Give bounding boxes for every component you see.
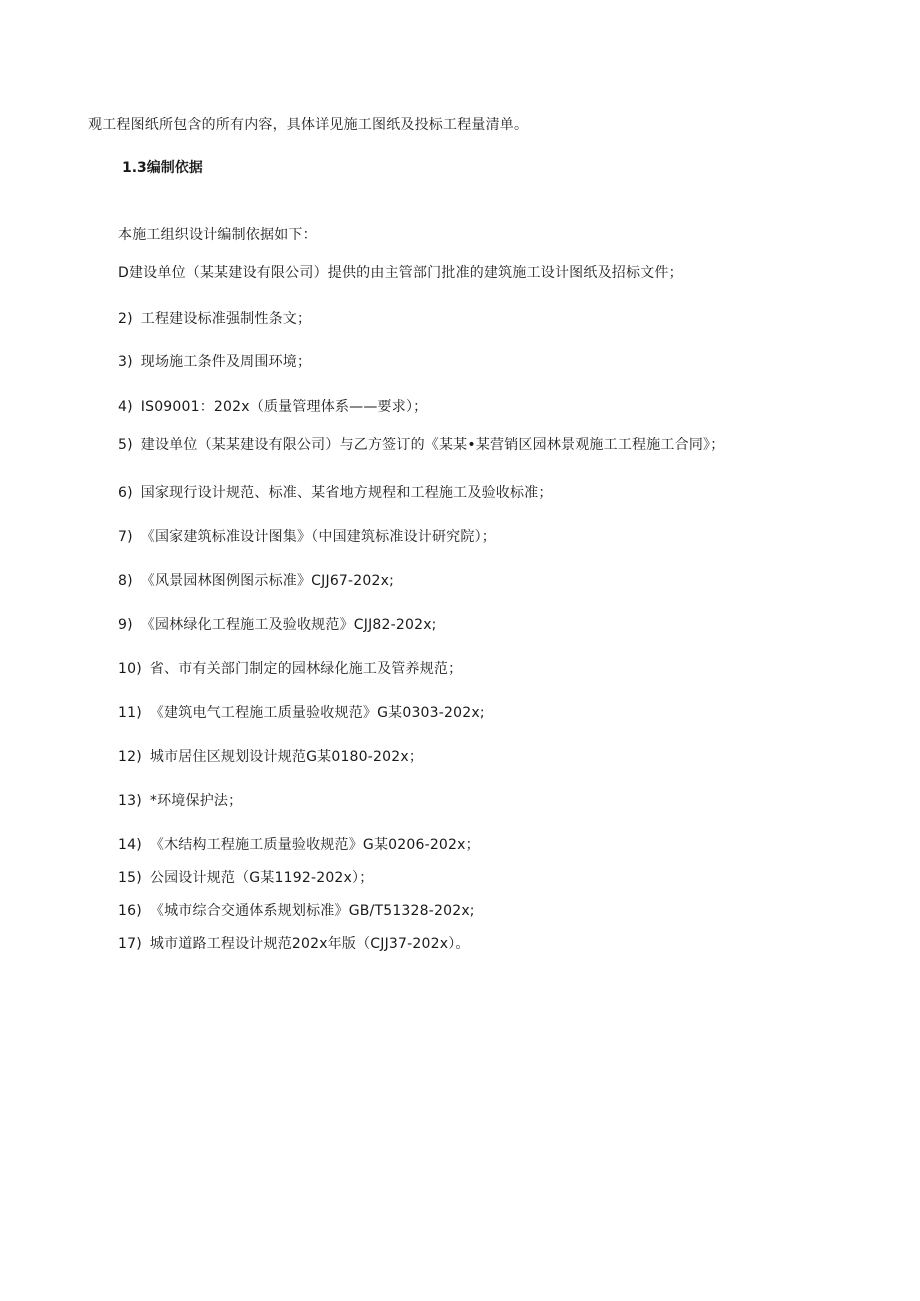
continuation-paragraph: 观工程图纸所包含的所有内容，具体详见施工图纸及投标工程量清单。 bbox=[88, 117, 529, 133]
list-item-number: D bbox=[118, 265, 129, 281]
intro-paragraph: 本施工组织设计编制依据如下： bbox=[118, 227, 317, 243]
list-item-number: 5) bbox=[118, 437, 133, 453]
list-item bbox=[118, 868, 373, 888]
list-item-text: 城市居住区规划设计规范G某0180-202x； bbox=[149, 749, 424, 765]
list-item bbox=[118, 309, 311, 329]
list-item-text: 《国家建筑标准设计图集》（中国建筑标准设计研究院）； bbox=[140, 529, 496, 545]
list-item bbox=[118, 397, 427, 417]
list-item-text: 省、市有关部门制定的园林绿化施工及管养规范； bbox=[149, 661, 463, 677]
list-item-text: 工程建设标准强制性条文； bbox=[140, 311, 312, 327]
list-item-text: 国家现行设计规范、标准、某省地方规程和工程施工及验收标准； bbox=[140, 485, 553, 501]
list-item bbox=[118, 435, 724, 455]
list-item-number: 17) bbox=[118, 936, 142, 952]
list-item-number: 11) bbox=[118, 705, 142, 721]
list-item-text: 公园设计规范（G某1192-202x）； bbox=[149, 870, 374, 886]
list-item-number: 9) bbox=[118, 617, 133, 633]
list-item-number: 14) bbox=[118, 837, 142, 853]
list-item-number: 13) bbox=[118, 793, 142, 809]
list-item bbox=[118, 747, 423, 767]
list-item-text: 《风景园林图例图示标准》CJJ67-202x; bbox=[140, 573, 395, 589]
list-item-text: IS09001：202x（质量管理体系——要求）； bbox=[140, 399, 428, 415]
list-item bbox=[118, 835, 480, 855]
list-item bbox=[118, 703, 485, 723]
list-item-number: 3) bbox=[118, 354, 133, 370]
list-item bbox=[118, 615, 437, 635]
list-item-number: 16) bbox=[118, 903, 142, 919]
list-item bbox=[118, 901, 475, 921]
list-item-text: 《木结构工程施工质量验收规范》G某0206-202x； bbox=[149, 837, 480, 853]
list-item bbox=[118, 571, 394, 591]
list-item bbox=[118, 527, 496, 547]
list-item-number: 10) bbox=[118, 661, 142, 677]
list-item-text: 《建筑电气工程施工质量验收规范》G某0303-202x; bbox=[149, 705, 485, 721]
list-item-text: 《园林绿化工程施工及验收规范》CJJ82-202x; bbox=[140, 617, 437, 633]
list-item-text: 城市道路工程设计规范202x年版（CJJ37-202x）。 bbox=[149, 936, 470, 952]
list-item-text: 建设单位（某某建设有限公司）与乙方签订的《某某•某营销区园林景观施工工程施工合同》； bbox=[140, 437, 725, 453]
list-item-text: 现场施工条件及周围环境； bbox=[140, 354, 312, 370]
section-heading: 1.3编制依据 bbox=[122, 160, 203, 176]
list-item bbox=[118, 352, 311, 372]
list-item bbox=[118, 791, 242, 811]
list-item bbox=[118, 934, 470, 954]
list-item-number: 6) bbox=[118, 485, 133, 501]
list-item-number: 7) bbox=[118, 529, 133, 545]
list-item-number: 12) bbox=[118, 749, 142, 765]
list-item-text: *环境保护法； bbox=[149, 793, 243, 809]
list-item-number: 4) bbox=[118, 399, 133, 415]
list-item-number: 8) bbox=[118, 573, 133, 589]
list-item bbox=[118, 483, 553, 503]
list-item-text: 建设单位（某某建设有限公司）提供的由主管部门批准的建筑施工设计图纸及招标文件； bbox=[128, 265, 683, 281]
list-item-number: 2) bbox=[118, 311, 133, 327]
list-item-number: 15) bbox=[118, 870, 142, 886]
list-item bbox=[118, 263, 683, 283]
list-item-text: 《城市综合交通体系规划标准》GB/T51328-202x; bbox=[149, 903, 475, 919]
list-item bbox=[118, 659, 462, 679]
